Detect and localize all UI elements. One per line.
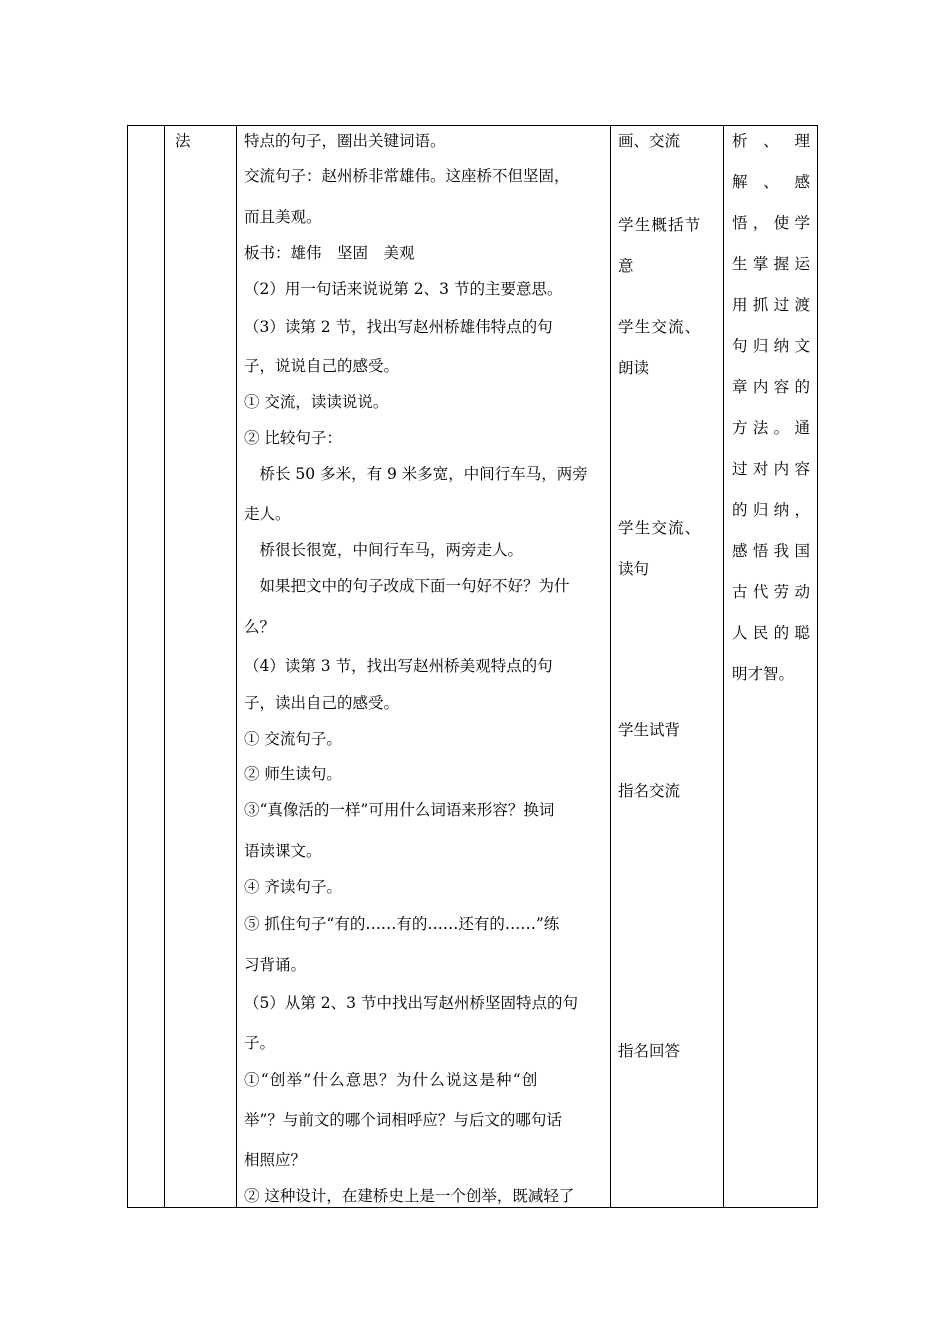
intent-line: 用抓过渡: [732, 296, 810, 314]
table-column-student-activity: [611, 126, 724, 1207]
process-line: （3）读第 2 节，找出写赵州桥雄伟特点的句: [244, 318, 553, 336]
process-line: 走人。: [244, 505, 291, 523]
intent-line: 悟，使学: [732, 214, 810, 232]
table-column-section: [165, 126, 237, 1207]
process-line: ② 师生读句。: [244, 765, 342, 783]
table-column-design-intent: [724, 126, 819, 1207]
intent-line: 人民的聪: [732, 624, 810, 642]
intent-line: 的归纳，: [732, 501, 810, 519]
activity-line: 学生概括节: [618, 216, 702, 234]
process-line: ③“真像活的一样”可用什么词语来形容？换词: [244, 801, 555, 819]
section-label: 法: [175, 132, 191, 150]
process-line: ④ 齐读句子。: [244, 878, 342, 896]
process-line: 桥长 50 多米，有 9 米多宽，中间行车马，两旁: [244, 465, 588, 483]
process-line: ② 比较句子：: [244, 429, 342, 447]
table-column-teaching-process: [237, 126, 611, 1207]
process-line: 子，读出自己的感受。: [244, 694, 400, 712]
process-line: 习背诵。: [244, 956, 307, 974]
activity-line: 意: [618, 257, 634, 275]
process-line: 如果把文中的句子改成下面一句好不好？为什: [244, 577, 570, 595]
process-line: 相照应？: [244, 1151, 307, 1169]
process-line: ① 交流，读读说说。: [244, 393, 389, 411]
lesson-plan-table: [127, 125, 818, 1208]
process-line: 举”？与前文的哪个词相呼应？与后文的哪句话: [244, 1111, 562, 1129]
process-line: 而且美观。: [244, 208, 322, 226]
process-line: ① 交流句子。: [244, 730, 342, 748]
intent-line: 方法。通: [732, 419, 810, 437]
process-line: 子。: [244, 1034, 276, 1052]
activity-line: 画、交流: [618, 132, 681, 150]
activity-line: 读句: [618, 560, 650, 578]
activity-line: 学生交流、: [618, 318, 702, 336]
intent-line: 章内容的: [732, 378, 810, 396]
activity-line: 指名交流: [618, 782, 681, 800]
intent-line: 古代劳动: [732, 583, 810, 601]
process-line: 么？: [244, 618, 276, 636]
intent-line: 句归纳文: [732, 337, 810, 355]
process-line: （2）用一句话来说说第 2、3 节的主要意思。: [244, 280, 563, 298]
intent-line: 明才智。: [732, 665, 795, 683]
activity-line: 学生试背: [618, 721, 681, 739]
process-line: ② 这种设计，在建桥史上是一个创举，既减轻了: [244, 1187, 575, 1205]
activity-line: 指名回答: [618, 1042, 681, 1060]
process-line: ⑤ 抓住句子“有的……有的……还有的……”练: [244, 915, 560, 933]
table-column-empty: [128, 126, 165, 1207]
process-line: 语读课文。: [244, 842, 322, 860]
process-line: 子，说说自己的感受。: [244, 357, 400, 375]
intent-line: 过对内容: [732, 460, 810, 478]
process-line: （5）从第 2、3 节中找出写赵州桥坚固特点的句: [244, 994, 578, 1012]
activity-line: 学生交流、: [618, 519, 702, 537]
process-line: （4）读第 3 节，找出写赵州桥美观特点的句: [244, 657, 553, 675]
process-line: ①“创举”什么意思？为什么说这是种“创: [244, 1071, 539, 1089]
intent-line: 析、理: [732, 132, 810, 150]
intent-line: 生掌握运: [732, 255, 810, 273]
process-line: 交流句子：赵州桥非常雄伟。这座桥不但坚固，: [244, 167, 570, 185]
intent-line: 解、感: [732, 173, 810, 191]
process-line: 桥很长很宽，中间行车马，两旁走人。: [244, 541, 524, 559]
process-line: 板书：雄伟 坚固 美观: [244, 244, 415, 262]
intent-line: 感悟我国: [732, 542, 810, 560]
activity-line: 朗读: [618, 359, 650, 377]
process-line: 特点的句子，圈出关键词语。: [244, 132, 446, 150]
